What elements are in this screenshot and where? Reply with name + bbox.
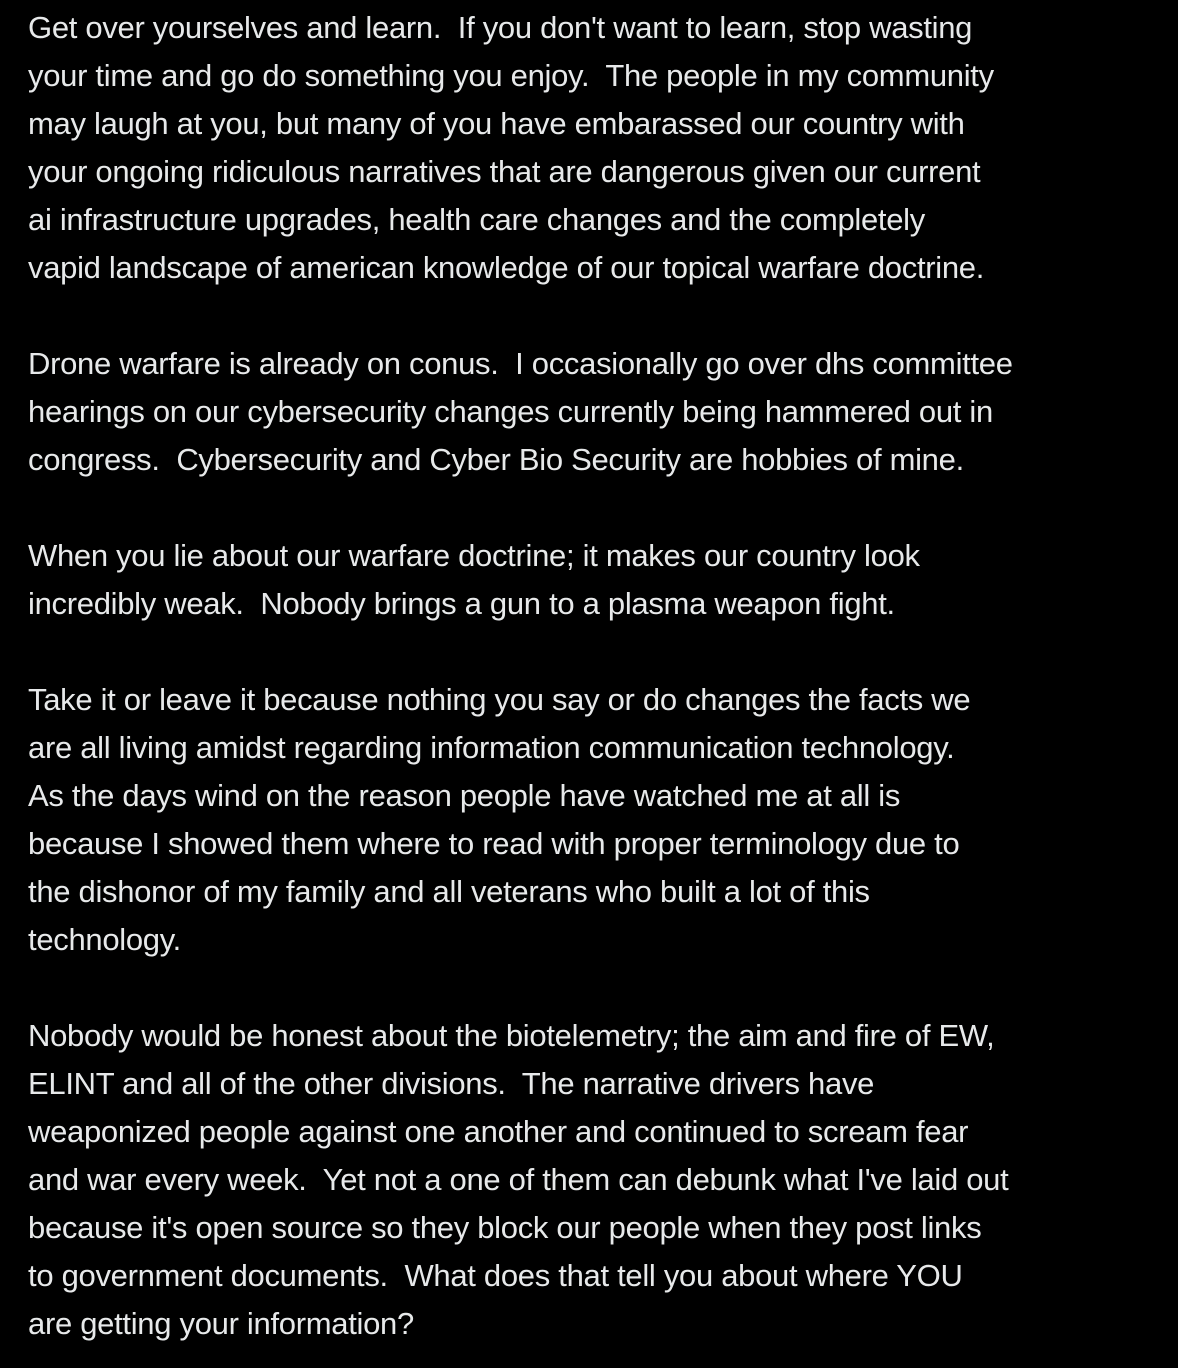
- post-text: [28, 4, 1168, 1348]
- text-line: and war every week. Yet not a one of them can debunk what I've laid out: [28, 1162, 1009, 1197]
- text-line: your time and go do something you enjoy. The people in my community: [28, 58, 994, 93]
- paragraph-3: [28, 532, 1168, 628]
- text-line: weaponized people against one another and continued to scream fear: [28, 1114, 969, 1149]
- text-line: congress. Cybersecurity and Cyber Bio Security are hobbies of mine.: [28, 442, 964, 477]
- text-line: Get over yourselves and learn. If you don't want to learn, stop wasting: [28, 10, 973, 45]
- text-line: are all living amidst regarding information communication technology.: [28, 730, 955, 765]
- text-line: Take it or leave it because nothing you say or do changes the facts we: [28, 682, 971, 717]
- text-line: hearings on our cybersecurity changes currently being hammered out in: [28, 394, 993, 429]
- text-line: technology.: [28, 922, 181, 957]
- paragraph-2: [28, 340, 1168, 484]
- text-line: incredibly weak. Nobody brings a gun to a plasma weapon fight.: [28, 586, 895, 621]
- text-line: Nobody would be honest about the biotelemetry; the aim and fire of EW,: [28, 1018, 995, 1053]
- text-line: When you lie about our warfare doctrine; it makes our country look: [28, 538, 920, 573]
- paragraph-1: [28, 4, 1168, 292]
- text-line: the dishonor of my family and all veterans who built a lot of this: [28, 874, 870, 909]
- text-line: because I showed them where to read with proper terminology due to: [28, 826, 960, 861]
- paragraph-4: [28, 676, 1168, 964]
- text-line: ai infrastructure upgrades, health care changes and the completely: [28, 202, 925, 237]
- text-line: Drone warfare is already on conus. I occasionally go over dhs committee: [28, 346, 1013, 381]
- text-line: ELINT and all of the other divisions. The narrative drivers have: [28, 1066, 875, 1101]
- text-line: because it's open source so they block our people when they post links: [28, 1210, 982, 1245]
- paragraph-5: [28, 1012, 1168, 1348]
- text-line: vapid landscape of american knowledge of our topical warfare doctrine.: [28, 250, 985, 285]
- text-line: may laugh at you, but many of you have embarassed our country with: [28, 106, 965, 141]
- text-line: your ongoing ridiculous narratives that are dangerous given our current: [28, 154, 981, 189]
- text-line: As the days wind on the reason people have watched me at all is: [28, 778, 901, 813]
- text-line: to government documents. What does that tell you about where YOU: [28, 1258, 963, 1293]
- text-line: are getting your information?: [28, 1306, 414, 1341]
